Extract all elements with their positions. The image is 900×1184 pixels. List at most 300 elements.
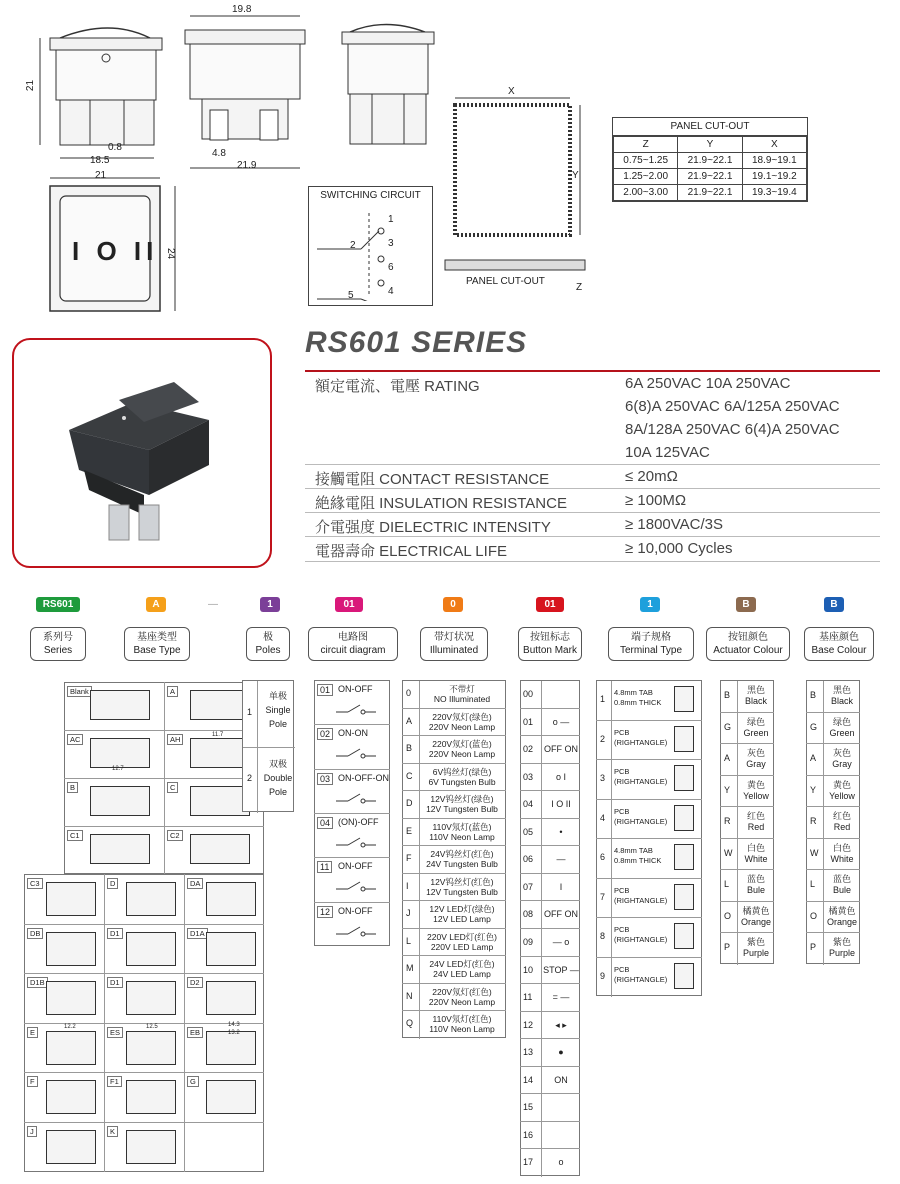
mark-code: 13 <box>523 1047 534 1058</box>
spec-label: 電器壽命 ELECTRICAL LIFE <box>315 543 507 560</box>
terminal-shape <box>674 963 694 989</box>
colour-code: O <box>810 910 818 921</box>
circuit-symbol <box>336 791 376 805</box>
colour-cn: 绿色 <box>832 716 851 727</box>
pco-cell: 1.25~2.00 <box>614 169 678 185</box>
term-line2: (RIGHTANGLE) <box>614 737 668 747</box>
mark-symbol: ● <box>558 1047 564 1058</box>
term-line2: (RIGHTANGLE) <box>614 895 668 905</box>
cat-cn: 端子规格 <box>631 632 671 643</box>
cat-cn: 按钮标志 <box>530 632 570 643</box>
spec-value: ≤ 20mΩ <box>625 468 678 485</box>
panel-cutout-drawing <box>440 90 600 295</box>
colour-code: G <box>724 721 732 732</box>
colour-en: Black <box>830 696 853 706</box>
spec-label: 介電强度 DIELECTRIC INTENSITY <box>315 519 551 536</box>
illum-divider <box>402 900 506 901</box>
term-divider <box>596 720 702 721</box>
dim-width: 18.5 <box>90 155 110 166</box>
circuit-term-1: 1 <box>388 214 394 225</box>
illum-code: M <box>406 963 414 974</box>
terminal-view-drawing <box>180 10 320 175</box>
product-photo-frame <box>12 338 272 568</box>
colour-code: A <box>724 753 731 764</box>
base-shape <box>206 932 256 966</box>
mark-divider <box>520 1148 580 1149</box>
colour-cn: 黑色 <box>746 685 765 695</box>
illum-cn: 6V钨丝灯(绿色) <box>432 766 492 777</box>
base-code: ES <box>107 1027 123 1038</box>
colour-cn: 白色 <box>832 842 851 853</box>
illum-divider <box>402 1010 506 1011</box>
mark-divider <box>520 1011 580 1012</box>
base-row-divider <box>24 1122 264 1123</box>
code-badge-illum: 0 <box>443 597 463 612</box>
base-shape <box>90 738 150 768</box>
cat-circuit <box>308 627 398 661</box>
colour-en: Bule <box>746 885 765 896</box>
colour-code: B <box>724 690 731 700</box>
mark-symbol: ◂ ▸ <box>555 1019 567 1030</box>
base-shape <box>206 882 256 916</box>
illum-divider <box>402 818 506 819</box>
colour-code: P <box>724 942 731 953</box>
illum-divider <box>402 928 506 929</box>
mark-vdivider <box>541 681 542 1177</box>
illum-code: Q <box>406 1018 414 1029</box>
mark-symbol: — <box>556 854 566 865</box>
mark-code: 12 <box>523 1019 534 1030</box>
cat-en: Series <box>43 645 73 656</box>
colour-code: R <box>724 816 731 827</box>
colour-en: Green <box>829 727 855 738</box>
term-line2: (RIGHTANGLE) <box>614 974 668 984</box>
term-line2: (RIGHTANGLE) <box>614 777 668 786</box>
illum-cn: 220V氖灯(绿色) <box>432 711 492 722</box>
pco-cell: 0.75~1.25 <box>614 153 678 169</box>
base-shape <box>126 1080 176 1114</box>
colour-code: L <box>724 879 730 890</box>
mark-symbol: I <box>559 881 563 892</box>
mark-code: 08 <box>523 909 534 920</box>
colour-cn: 灰色 <box>746 748 765 759</box>
circuit-code: 11 <box>317 861 332 873</box>
circuit-divider <box>314 724 390 725</box>
pole-en: Pole <box>268 787 287 797</box>
circuit-name: ON-OFF <box>338 861 373 872</box>
mark-symbol: OFF ON <box>544 744 578 755</box>
colour-cn: 蓝色 <box>746 874 765 885</box>
spec-value: ≥ 100MΩ <box>625 492 687 509</box>
rating-value: 6(8)A 250VAC 6A/125A 250VAC <box>625 398 840 415</box>
colour-divider <box>720 743 774 744</box>
circuit-code: 02 <box>317 728 333 740</box>
circuit-divider <box>314 902 390 903</box>
terminal-shape <box>674 884 694 910</box>
base-shape <box>126 932 176 966</box>
base-code: E <box>27 1027 38 1038</box>
cutout-x: X <box>508 86 515 97</box>
colour-divider <box>720 806 774 807</box>
illum-cn: 12V钨丝灯(绿色) <box>430 794 494 805</box>
mark-divider <box>520 1038 580 1039</box>
circuit-symbol <box>336 879 376 893</box>
term-code: 6 <box>600 852 606 862</box>
base-vdivider <box>184 874 185 1172</box>
pole-en: Pole <box>268 719 287 729</box>
base-shape <box>190 690 253 720</box>
term-line1: 4.8mm TAB <box>614 688 653 697</box>
colour-code: L <box>810 879 816 890</box>
pole-code: 1 <box>247 707 253 717</box>
illum-cn: 24V钨丝灯(红色) <box>430 849 494 860</box>
code-badge-terminal: 1 <box>640 597 660 612</box>
base-shape <box>46 981 96 1015</box>
mark-symbol: STOP — <box>543 964 579 975</box>
code-badge-base: A <box>146 597 166 612</box>
series-title: RS601 SERIES <box>305 326 528 359</box>
circuit-symbol <box>336 702 376 716</box>
spec-value: ≥ 1800VAC/3S <box>625 516 724 533</box>
circuit-divider <box>314 813 390 814</box>
mark-code: 06 <box>523 854 534 865</box>
illum-code: A <box>406 715 413 726</box>
base-shape <box>126 1031 176 1065</box>
circuit-term-2: 2 <box>350 240 356 251</box>
colour-divider <box>806 712 860 713</box>
rating-value: 8A/128A 250VAC 6(4)A 250VAC <box>625 421 840 438</box>
colour-code: W <box>810 847 819 858</box>
colour-divider <box>806 743 860 744</box>
colour-en: Yellow <box>829 790 855 801</box>
colour-divider <box>806 869 860 870</box>
base-code: D <box>107 878 118 889</box>
circuit-code: 04 <box>317 817 333 829</box>
illum-code: E <box>406 825 413 836</box>
circuit-term-4: 4 <box>388 286 394 297</box>
term-code: 1 <box>600 694 606 704</box>
mark-code: 00 <box>523 689 534 699</box>
cutout-z: Z <box>576 282 583 293</box>
base-shape <box>190 786 250 816</box>
poles-divider <box>243 747 295 748</box>
colour-cn: 橘黄色 <box>742 905 770 916</box>
pole-en: Single <box>265 705 291 715</box>
base-code: DA <box>187 878 203 889</box>
terminal-shape <box>674 686 694 712</box>
colour-cn: 紫色 <box>832 937 851 948</box>
term-line2: 0.8mm THICK <box>614 856 662 865</box>
base-shape <box>46 1031 96 1065</box>
cat-actuator-colour <box>706 627 790 661</box>
illum-en: 220V LED Lamp <box>430 941 494 952</box>
cat-en: Base Colour <box>811 645 867 656</box>
mark-divider <box>520 1121 580 1122</box>
colour-cn: 白色 <box>746 842 765 853</box>
colour-divider <box>720 932 774 933</box>
cat-en: Poles <box>255 645 281 656</box>
cat-en: circuit diagram <box>320 645 386 656</box>
mark-divider <box>520 1066 580 1067</box>
base-code: F <box>27 1076 38 1087</box>
colour-en: Purple <box>742 948 769 959</box>
colour-divider <box>806 838 860 839</box>
illum-code: D <box>406 798 413 809</box>
base-shape <box>90 834 150 864</box>
colour-cn: 黄色 <box>832 779 851 790</box>
illum-code: 0 <box>406 688 412 698</box>
dim-front-width: 21 <box>95 170 107 181</box>
colour-cn: 红色 <box>746 811 765 822</box>
colour-en: Gray <box>746 759 766 770</box>
base-shape <box>46 1130 96 1164</box>
illum-code: I <box>406 880 409 891</box>
spec-row <box>305 513 880 537</box>
mark-code: 17 <box>523 1157 534 1168</box>
term-line1: PCB <box>614 767 630 776</box>
circuit-name: ON-OFF-ON <box>338 772 389 783</box>
colour-cn: 黑色 <box>832 685 851 695</box>
mark-divider <box>520 1093 580 1094</box>
term-line1: 4.8mm TAB <box>614 846 653 855</box>
pco-header: Z <box>614 137 678 153</box>
colour-code: Y <box>810 784 817 795</box>
mark-symbol: I O II <box>551 799 571 810</box>
cat-base-colour <box>804 627 874 661</box>
term-line1: PCB <box>614 727 630 737</box>
mark-code: 01 <box>523 716 534 727</box>
base-shape <box>90 786 150 816</box>
illum-en: NO Illuminated <box>433 694 491 704</box>
illum-code: L <box>406 935 412 946</box>
colour-cn: 橘黄色 <box>828 905 856 916</box>
circuit-symbol <box>336 924 376 938</box>
illum-cn: 不带灯 <box>449 684 475 694</box>
poles-vdivider <box>257 681 258 813</box>
term-line2: (RIGHTANGLE) <box>614 816 668 826</box>
mark-divider <box>520 928 580 929</box>
code-badge-series: RS601 <box>36 597 80 612</box>
base-code: C2 <box>167 830 183 841</box>
colour-en: White <box>830 853 854 864</box>
base-code: C <box>167 782 178 793</box>
base-code: K <box>107 1126 118 1137</box>
illum-en: 220V Neon Lamp <box>428 749 496 760</box>
circuit-term-6: 6 <box>388 262 394 273</box>
illum-cn: 220V氖灯(红色) <box>432 986 492 997</box>
colour-en: Orange <box>826 916 858 927</box>
base-dim: 12.2 <box>64 1024 76 1030</box>
pole-desc <box>261 757 295 799</box>
illum-en: 110V Neon Lamp <box>429 831 495 842</box>
mark-code: 11 <box>523 992 533 1003</box>
base-shape <box>46 1080 96 1114</box>
mark-code: 04 <box>523 799 534 810</box>
base-row-divider <box>24 973 264 974</box>
illum-cn: 110V氖灯(蓝色) <box>432 821 492 832</box>
illum-en: 12V LED Lamp <box>433 914 491 925</box>
base-shape <box>126 1130 176 1164</box>
colour-code: B <box>810 690 817 700</box>
colour-code: O <box>724 910 732 921</box>
base-code: D2 <box>187 977 203 988</box>
mark-divider <box>520 790 580 791</box>
mark-symbol: o — <box>552 716 570 727</box>
circuit-term-5: 5 <box>348 290 354 301</box>
term-divider <box>596 799 702 800</box>
spec-value: ≥ 10,000 Cycles <box>625 540 733 557</box>
colour-en: Yellow <box>743 790 769 801</box>
mark-code: 07 <box>523 881 534 892</box>
code-badge-mark: 01 <box>536 597 564 612</box>
spec-row <box>305 465 880 489</box>
cat-en: Illuminated <box>429 645 479 656</box>
illum-en: 12V Tungsten Bulb <box>426 886 498 897</box>
spec-label: 接觸電阻 CONTACT RESISTANCE <box>315 471 550 488</box>
mark-divider <box>520 983 580 984</box>
terminal-shape <box>674 923 694 949</box>
colour-code: A <box>810 753 817 764</box>
side-view-drawing <box>20 8 170 173</box>
poles-list <box>242 680 294 812</box>
colour-en: White <box>744 853 768 864</box>
illum-cn: 220V LED灯(红色) <box>427 931 497 942</box>
cat-cn: 电路图 <box>338 632 368 643</box>
terminal-shape <box>674 726 694 752</box>
term-line2: (RIGHTANGLE) <box>614 935 668 944</box>
base-dim: 12.7 <box>112 766 124 772</box>
spec-row <box>305 489 880 513</box>
term-line1: PCB <box>614 964 630 974</box>
colour-divider <box>806 932 860 933</box>
illum-divider <box>402 735 506 736</box>
cat-cn: 带灯状况 <box>434 632 474 643</box>
base-shape <box>46 932 96 966</box>
circuit-code: 03 <box>317 773 333 785</box>
circuit-code: 12 <box>317 906 333 918</box>
cat-cn: 基座颜色 <box>819 632 859 643</box>
pole-desc <box>263 689 293 731</box>
colour-cn: 绿色 <box>746 716 765 727</box>
mark-divider <box>520 818 580 819</box>
mark-code: 09 <box>523 937 534 947</box>
base-dim: 11.7 <box>212 732 224 738</box>
mark-symbol: o <box>558 1157 564 1168</box>
base-code: C3 <box>27 878 43 889</box>
mark-divider <box>520 763 580 764</box>
colour-en: Gray <box>832 759 852 770</box>
base-code: J <box>27 1126 37 1137</box>
base-row-divider <box>24 924 264 925</box>
cat-illuminated <box>420 627 488 661</box>
mark-code: 14 <box>523 1074 534 1085</box>
mark-symbol: ON <box>554 1074 568 1085</box>
dim-front-height: 24 <box>165 247 177 260</box>
pco-cell: 18.9~19.1 <box>742 153 806 169</box>
base-code: F1 <box>107 1076 122 1087</box>
circuit-symbol <box>336 835 376 849</box>
colour-divider <box>720 712 774 713</box>
cat-button-mark <box>518 627 582 661</box>
pco-cell: 21.9~22.1 <box>678 169 742 185</box>
mark-divider <box>520 900 580 901</box>
term-code: 8 <box>600 931 606 941</box>
mark-code: 03 <box>523 771 534 782</box>
cutout-label: PANEL CUT-OUT <box>466 276 545 287</box>
illum-cn: 110V氖灯(红色) <box>432 1014 492 1025</box>
colour-divider <box>720 775 774 776</box>
term-code: 3 <box>600 773 606 783</box>
mark-symbol: OFF ON <box>544 909 578 920</box>
circuit-code: 01 <box>317 684 333 696</box>
cat-terminal <box>608 627 694 661</box>
cutout-y: Y <box>572 170 579 181</box>
code-badge-dash: — <box>208 599 218 610</box>
colour-divider <box>720 838 774 839</box>
base-code: AC <box>67 734 83 745</box>
circuit-divider <box>314 857 390 858</box>
dim-tab: 4.8 <box>212 148 226 159</box>
mark-code: 10 <box>523 964 534 975</box>
cat-en: Actuator Colour <box>713 645 783 656</box>
colour-divider <box>806 775 860 776</box>
code-badge-basecolour: B <box>824 597 844 612</box>
term-line1: PCB <box>614 925 630 934</box>
pco-cell: 21.9~22.1 <box>678 153 742 169</box>
illum-code: J <box>406 908 411 919</box>
circuit-divider <box>314 769 390 770</box>
base-code: D1 <box>107 928 123 939</box>
illum-en: 220V Neon Lamp <box>428 721 496 732</box>
illum-code: N <box>406 990 413 1001</box>
colour-en: Green <box>743 727 769 738</box>
illum-cn: 12V LED灯(绿色) <box>429 904 495 915</box>
spec-row <box>305 537 880 562</box>
term-vdivider <box>611 681 612 997</box>
dim-thickness: 0.8 <box>108 142 122 153</box>
illum-en: 12V Tungsten Bulb <box>426 804 498 815</box>
colour-en: Red <box>833 822 851 833</box>
pco-cell: 19.1~19.2 <box>742 169 806 185</box>
illum-en: 24V LED Lamp <box>433 969 491 980</box>
dim-overall: 21.9 <box>237 160 257 171</box>
cat-cn: 极 <box>263 632 273 643</box>
mark-code: 05 <box>523 826 534 837</box>
switching-circuit-title: SWITCHING CIRCUIT <box>320 190 421 201</box>
base-shape <box>190 738 250 768</box>
base-shape <box>190 834 250 864</box>
base-shape <box>90 690 150 720</box>
illum-code: F <box>406 853 412 864</box>
cat-cn: 系列号 <box>43 632 73 643</box>
base-code: B <box>67 782 78 793</box>
term-code: 4 <box>600 812 606 823</box>
base-shape <box>46 882 96 916</box>
colour-code: P <box>810 942 817 953</box>
switching-circuit-box <box>308 186 433 306</box>
colour-code: G <box>810 721 818 732</box>
base-dim: 12.5 <box>146 1024 158 1030</box>
colour-en: Purple <box>828 948 855 959</box>
mark-divider <box>520 956 580 957</box>
pole-cn: 双极 <box>268 759 287 769</box>
term-code: 7 <box>600 891 606 902</box>
dim-top-width: 19.8 <box>232 4 252 15</box>
mark-symbol: — o <box>552 937 570 947</box>
mark-code: 15 <box>523 1102 534 1113</box>
code-badge-actuator: B <box>736 597 756 612</box>
pco-header: Y <box>678 137 742 153</box>
